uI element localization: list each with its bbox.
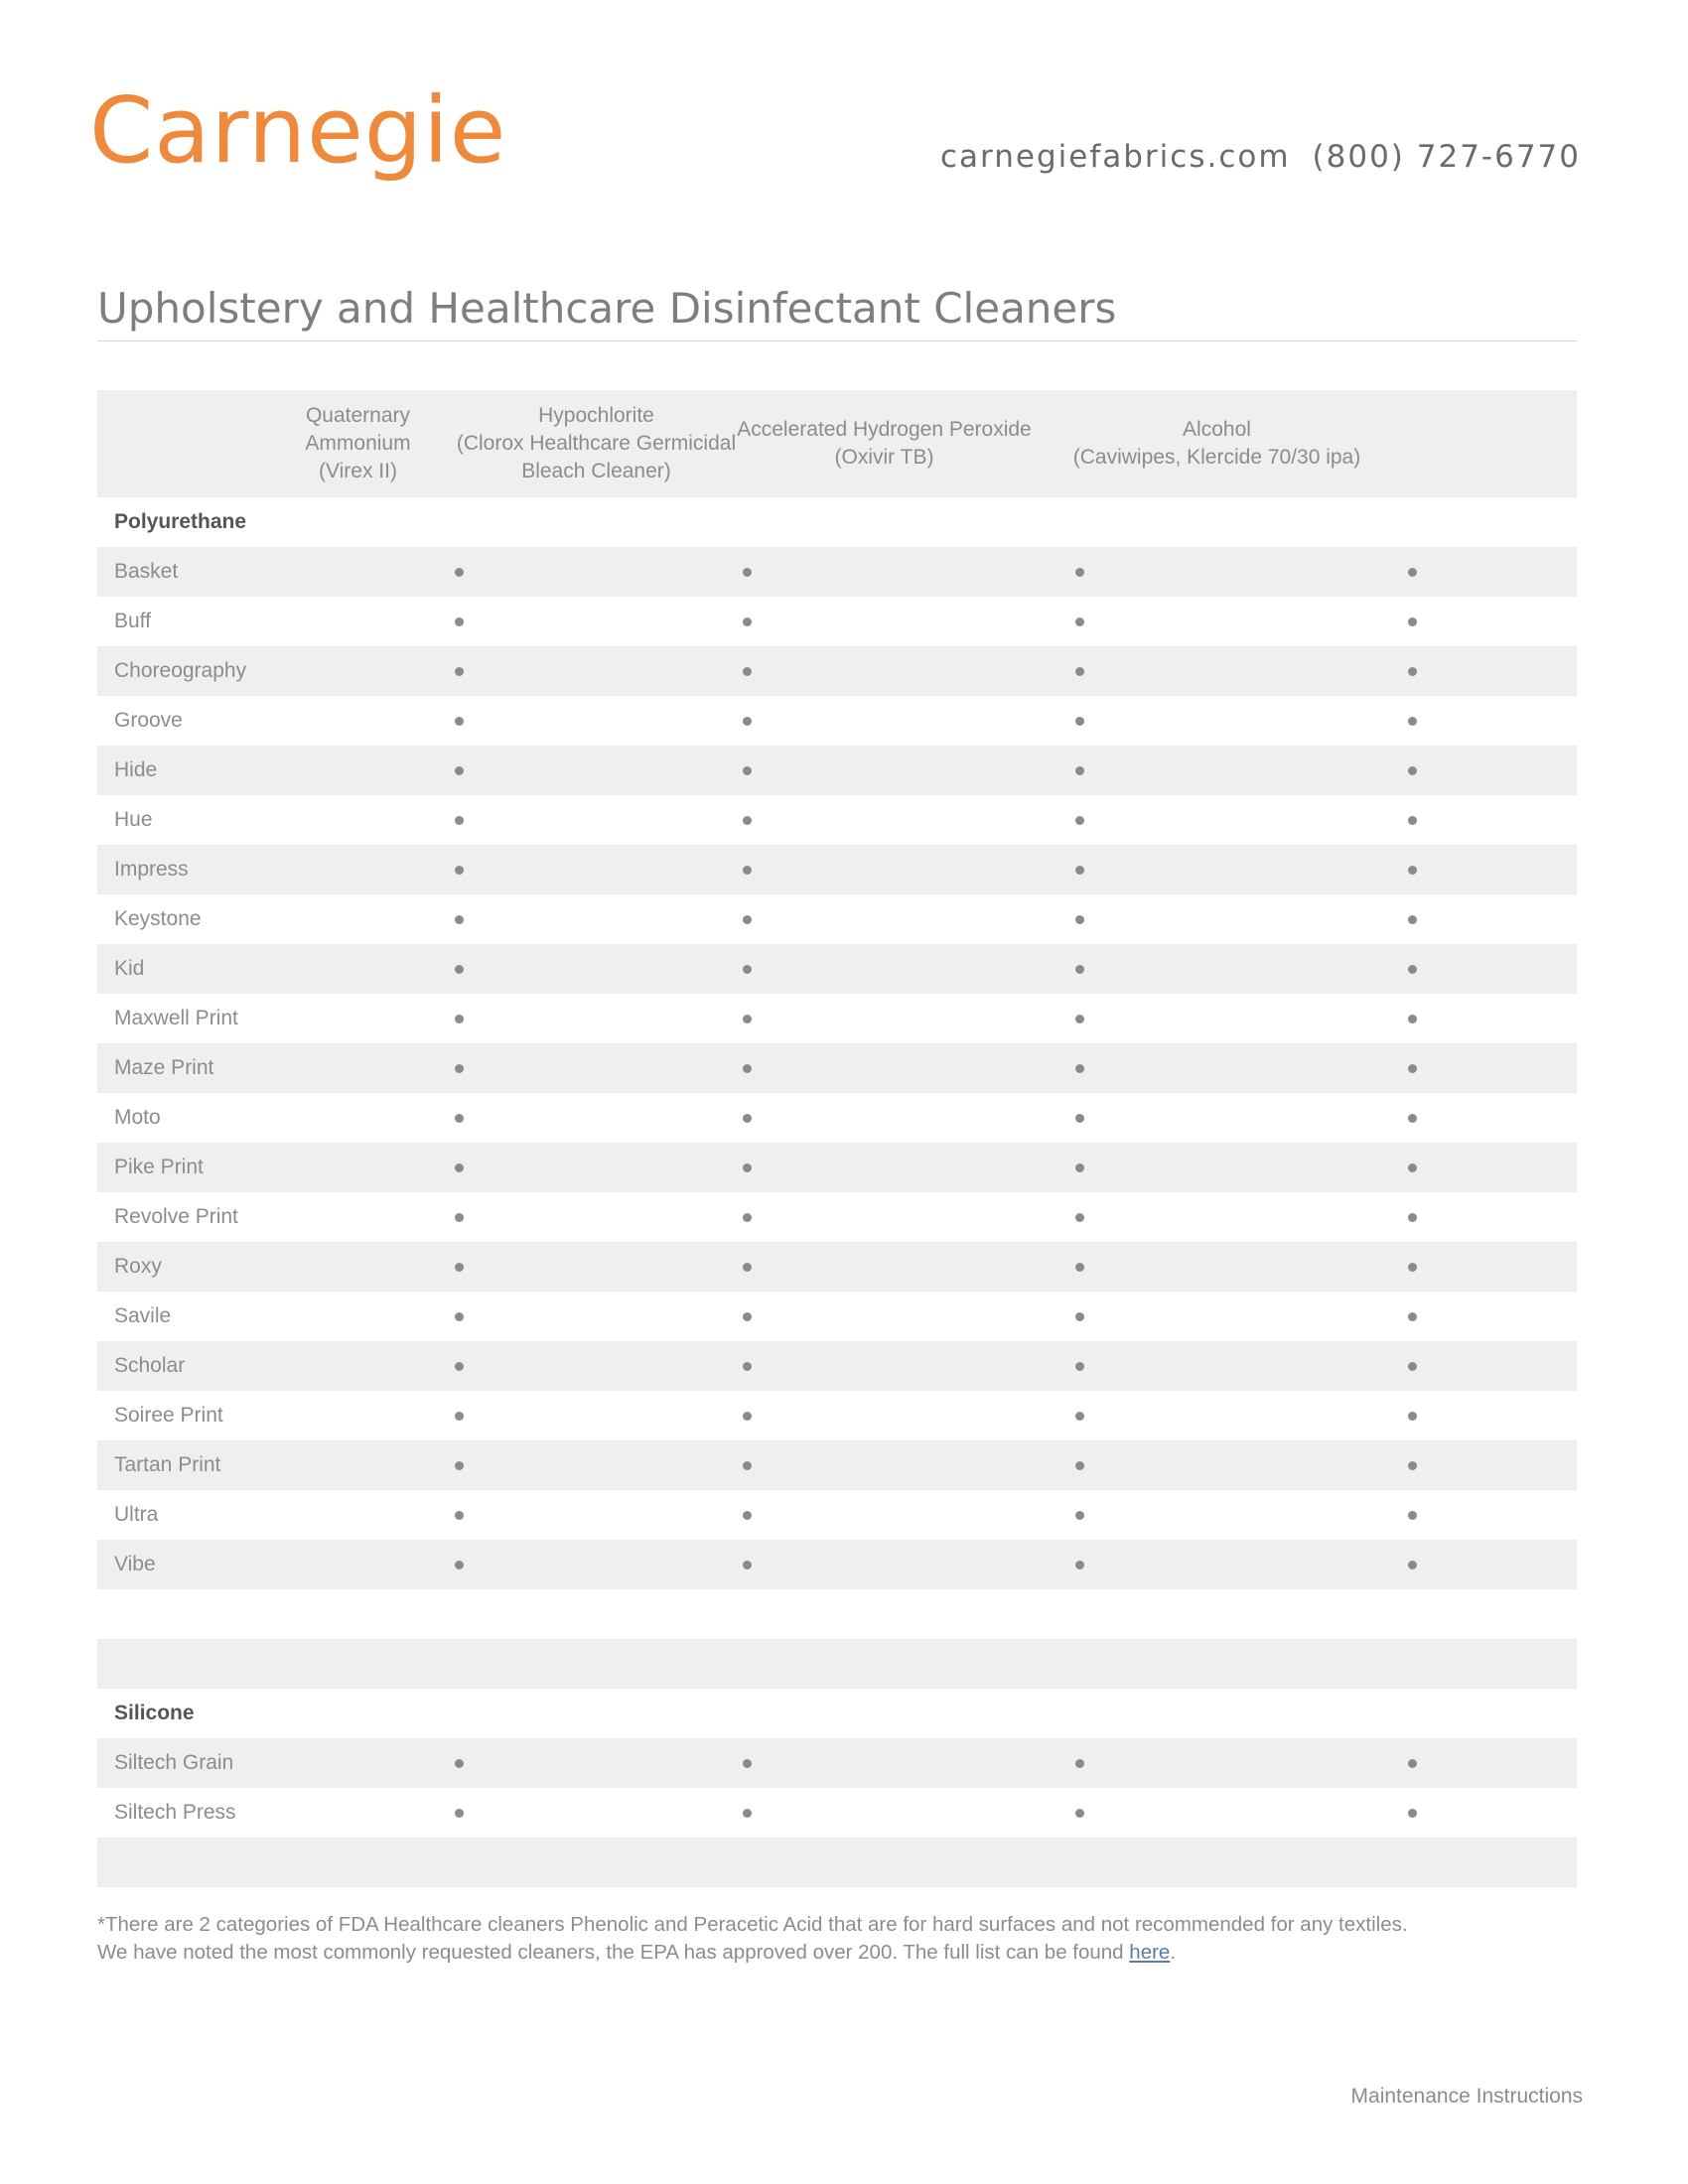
approved-dot-icon (743, 1561, 752, 1570)
blank-row (97, 1639, 1577, 1689)
epa-list-link[interactable]: here (1129, 1941, 1171, 1964)
approved-dot-icon (1075, 866, 1084, 875)
section-row (97, 1689, 1577, 1738)
material-label: Moto (114, 1106, 161, 1129)
approved-dot-icon (743, 965, 752, 974)
table-row (97, 1540, 1577, 1589)
approved-dot-icon (455, 915, 464, 924)
approved-dot-icon (1075, 1015, 1084, 1024)
approved-dot-icon (1408, 1759, 1417, 1768)
approved-dot-icon (1075, 617, 1084, 626)
website-text: carnegiefabrics.com (940, 139, 1291, 175)
material-label: Impress (114, 858, 189, 881)
approved-dot-icon (743, 1064, 752, 1073)
approved-dot-icon (1075, 965, 1084, 974)
approved-dot-icon (1408, 617, 1417, 626)
material-label: Soiree Print (114, 1404, 223, 1427)
approved-dot-icon (1408, 1015, 1417, 1024)
approved-dot-icon (743, 766, 752, 775)
approved-dot-icon (455, 1114, 464, 1123)
approved-dot-icon (455, 1511, 464, 1520)
approved-dot-icon (743, 915, 752, 924)
table-row (97, 894, 1577, 944)
approved-dot-icon (1408, 717, 1417, 726)
table-row (97, 1043, 1577, 1093)
approved-dot-icon (1075, 1511, 1084, 1520)
approved-dot-icon (1408, 1213, 1417, 1222)
approved-dot-icon (743, 1312, 752, 1321)
table-row (97, 1292, 1577, 1341)
approved-dot-icon (1408, 766, 1417, 775)
blank-row (97, 1589, 1577, 1639)
approved-dot-icon (455, 1312, 464, 1321)
footnote-text: We have noted the most commonly requested cleaners, the EPA has approved over 200. The full list can be found (97, 1941, 1130, 1964)
approved-dot-icon (455, 1412, 464, 1421)
table-row (97, 1391, 1577, 1440)
approved-dot-icon (1075, 1809, 1084, 1818)
approved-dot-icon (1075, 667, 1084, 676)
approved-dot-icon (743, 717, 752, 726)
approved-dot-icon (1075, 1461, 1084, 1470)
approved-dot-icon (1075, 816, 1084, 825)
table-row (97, 1788, 1577, 1838)
approved-dot-icon (1408, 1412, 1417, 1421)
phone-number: (800) 727-6770 (1312, 139, 1581, 175)
approved-dot-icon (743, 568, 752, 577)
approved-dot-icon (1408, 1114, 1417, 1123)
approved-dot-icon (455, 717, 464, 726)
approved-dot-icon (743, 1213, 752, 1222)
table-row (97, 1192, 1577, 1242)
approved-dot-icon (1075, 915, 1084, 924)
approved-dot-icon (455, 667, 464, 676)
approved-dot-icon (1075, 1759, 1084, 1768)
footer-label: Maintenance Instructions (1350, 2085, 1583, 2108)
footnote-line-1: *There are 2 categories of FDA Healthcare cleaners Phenolic and Peracetic Acid that are for hard surfaces and not recommended for any textiles. (97, 1913, 1408, 1936)
approved-dot-icon (1075, 1362, 1084, 1371)
approved-dot-icon (743, 667, 752, 676)
material-label: Keystone (114, 907, 202, 930)
approved-dot-icon (743, 1759, 752, 1768)
table-row (97, 1341, 1577, 1391)
approved-dot-icon (455, 617, 464, 626)
section-label: Silicone (114, 1702, 195, 1724)
approved-dot-icon (743, 1511, 752, 1520)
approved-dot-icon (1408, 1263, 1417, 1272)
footnote-line-2 (97, 1939, 1408, 1967)
table-header-row (97, 390, 1577, 497)
approved-dot-icon (455, 1809, 464, 1818)
approved-dot-icon (1408, 1312, 1417, 1321)
material-label: Revolve Print (114, 1205, 238, 1228)
contact-info (940, 139, 1581, 175)
approved-dot-icon (455, 965, 464, 974)
table-row (97, 944, 1577, 994)
table-row (97, 1490, 1577, 1540)
material-label: Savile (114, 1304, 172, 1327)
approved-dot-icon (1408, 915, 1417, 924)
approved-dot-icon (743, 1362, 752, 1371)
material-label: Choreography (114, 659, 247, 682)
footnote (97, 1911, 1408, 1967)
approved-dot-icon (1408, 1362, 1417, 1371)
approved-dot-icon (455, 1213, 464, 1222)
approved-dot-icon (1075, 1064, 1084, 1073)
material-label: Hue (114, 808, 153, 831)
table-row (97, 696, 1577, 746)
approved-dot-icon (1075, 1561, 1084, 1570)
approved-dot-icon (455, 1362, 464, 1371)
column-header: Hypochlorite (Clorox Healthcare Germicidal Bleach Cleaner) (456, 404, 737, 482)
approved-dot-icon (1408, 1561, 1417, 1570)
table-row (97, 1143, 1577, 1192)
approved-dot-icon (1075, 1213, 1084, 1222)
approved-dot-icon (743, 1015, 752, 1024)
cleaners-table (97, 390, 1577, 1887)
approved-dot-icon (1075, 766, 1084, 775)
approved-dot-icon (455, 1015, 464, 1024)
approved-dot-icon (1075, 568, 1084, 577)
approved-dot-icon (743, 866, 752, 875)
material-label: Siltech Grain (114, 1751, 234, 1774)
approved-dot-icon (455, 1064, 464, 1073)
approved-dot-icon (743, 1461, 752, 1470)
table-row (97, 845, 1577, 894)
material-label: Maze Print (114, 1056, 214, 1079)
approved-dot-icon (1408, 1064, 1417, 1073)
approved-dot-icon (1075, 1263, 1084, 1272)
approved-dot-icon (455, 1163, 464, 1172)
material-label: Tartan Print (114, 1453, 221, 1476)
table-row (97, 1738, 1577, 1788)
material-label: Pike Print (114, 1156, 204, 1178)
table-row (97, 597, 1577, 646)
column-header: Quaternary Ammonium (Virex II) (305, 404, 411, 482)
material-label: Basket (114, 560, 179, 583)
table-row (97, 1242, 1577, 1292)
approved-dot-icon (743, 1412, 752, 1421)
section-label: Polyurethane (114, 510, 247, 533)
approved-dot-icon (1408, 1163, 1417, 1172)
approved-dot-icon (455, 568, 464, 577)
material-label: Hide (114, 758, 158, 781)
approved-dot-icon (743, 1263, 752, 1272)
approved-dot-icon (1075, 717, 1084, 726)
table-row (97, 646, 1577, 696)
approved-dot-icon (455, 1263, 464, 1272)
approved-dot-icon (1075, 1163, 1084, 1172)
approved-dot-icon (1408, 1809, 1417, 1818)
page-title: Upholstery and Healthcare Disinfectant Cleaners (97, 284, 1117, 333)
table-row (97, 547, 1577, 597)
table-row (97, 994, 1577, 1043)
approved-dot-icon (743, 1163, 752, 1172)
approved-dot-icon (455, 766, 464, 775)
approved-dot-icon (455, 1759, 464, 1768)
material-label: Scholar (114, 1354, 186, 1377)
section-row (97, 497, 1577, 547)
approved-dot-icon (1075, 1412, 1084, 1421)
table-body (97, 497, 1577, 1887)
approved-dot-icon (1408, 816, 1417, 825)
material-label: Buff (114, 610, 151, 632)
approved-dot-icon (743, 1809, 752, 1818)
carnegie-logo: Carnegie (89, 77, 507, 184)
material-label: Siltech Press (114, 1801, 236, 1824)
material-label: Kid (114, 957, 145, 980)
approved-dot-icon (743, 816, 752, 825)
material-label: Maxwell Print (114, 1007, 238, 1029)
material-label: Roxy (114, 1255, 162, 1278)
approved-dot-icon (1408, 667, 1417, 676)
footnote-period: . (1170, 1941, 1177, 1964)
column-header: Alcohol (Caviwipes, Klercide 70/30 ipa) (1072, 418, 1361, 469)
approved-dot-icon (743, 1114, 752, 1123)
approved-dot-icon (1408, 866, 1417, 875)
approved-dot-icon (1075, 1312, 1084, 1321)
column-header: Accelerated Hydrogen Peroxide (Oxivir TB) (737, 418, 1032, 469)
table-row (97, 795, 1577, 845)
material-label: Ultra (114, 1503, 159, 1526)
table-row (97, 1440, 1577, 1490)
material-label: Groove (114, 709, 183, 732)
approved-dot-icon (1075, 1114, 1084, 1123)
approved-dot-icon (1408, 568, 1417, 577)
approved-dot-icon (455, 1461, 464, 1470)
table-row (97, 746, 1577, 795)
approved-dot-icon (743, 617, 752, 626)
approved-dot-icon (1408, 1461, 1417, 1470)
approved-dot-icon (455, 866, 464, 875)
approved-dot-icon (455, 1561, 464, 1570)
approved-dot-icon (1408, 1511, 1417, 1520)
blank-row (97, 1838, 1577, 1887)
approved-dot-icon (1408, 965, 1417, 974)
material-label: Vibe (114, 1553, 156, 1575)
approved-dot-icon (455, 816, 464, 825)
table-row (97, 1093, 1577, 1143)
